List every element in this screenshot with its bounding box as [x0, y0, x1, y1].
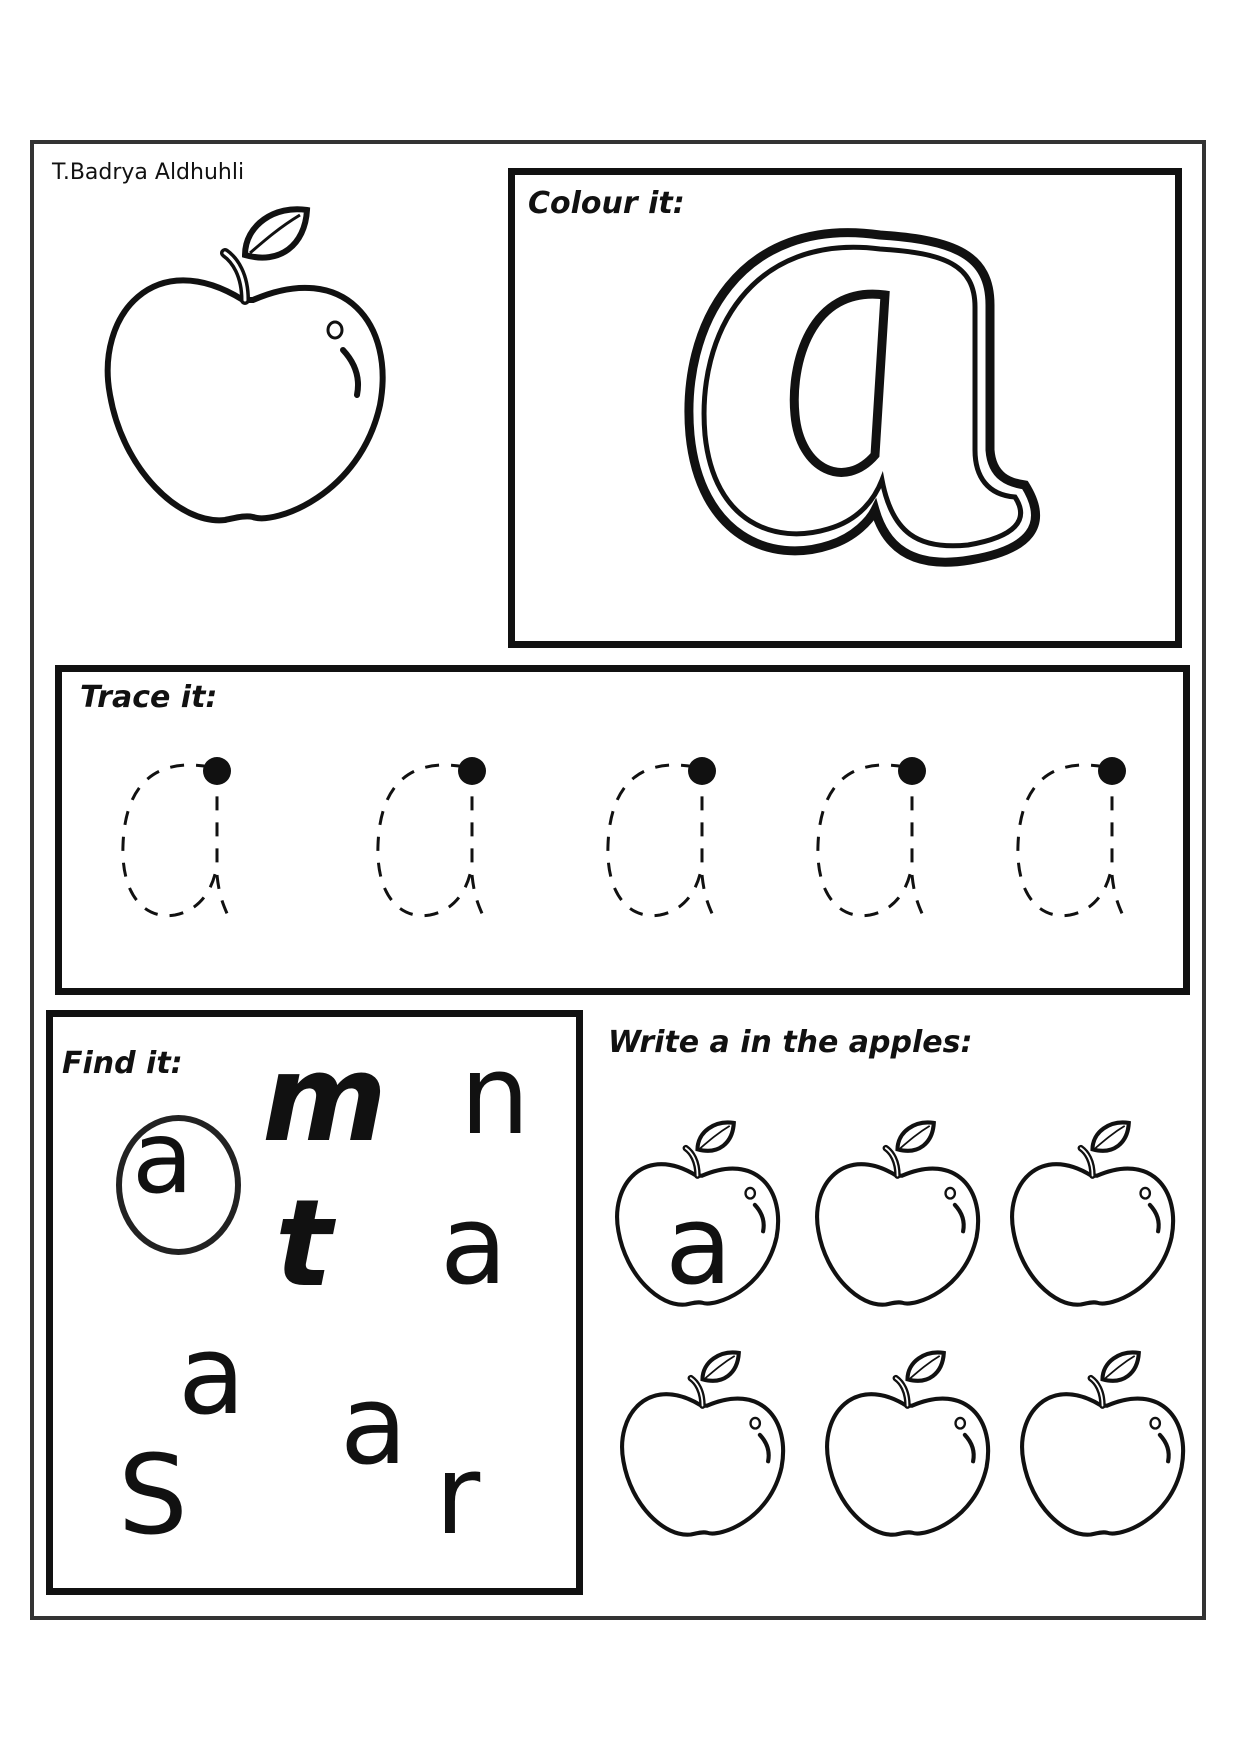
write-apple[interactable] [1000, 1120, 1185, 1325]
write-example-letter: a [665, 1181, 733, 1309]
trace-letter-a[interactable] [370, 755, 500, 925]
trace-letter-a[interactable] [810, 755, 940, 925]
write-apple[interactable] [815, 1350, 1000, 1555]
write-apple[interactable] [1010, 1350, 1195, 1555]
trace-start-dot [203, 757, 231, 785]
trace-letter-a[interactable] [115, 755, 245, 925]
trace-start-dot [1098, 757, 1126, 785]
trace-letter-a[interactable] [1010, 755, 1140, 925]
find-letter-a[interactable]: a [178, 1311, 246, 1439]
trace-it-heading: Trace it: [80, 680, 218, 715]
find-letter-t[interactable]: t [275, 1175, 333, 1314]
find-letter-a[interactable]: a [340, 1361, 408, 1489]
colour-letter-outline [670, 215, 1070, 595]
find-circle-mark [116, 1115, 241, 1255]
write-apple[interactable] [610, 1350, 795, 1555]
find-letter-m[interactable]: m [262, 1030, 388, 1169]
find-letter-a[interactable]: a [440, 1181, 508, 1309]
write-apple[interactable] [805, 1120, 990, 1325]
trace-letter-a[interactable] [600, 755, 730, 925]
author-name: T.Badrya Aldhuhli [52, 160, 245, 185]
trace-start-dot [898, 757, 926, 785]
find-letter-n[interactable]: n [460, 1031, 530, 1159]
find-letter-a-circled[interactable]: a [132, 1099, 194, 1216]
trace-start-dot [458, 757, 486, 785]
write-heading: Write a in the apples: [608, 1025, 973, 1060]
find-letter-r[interactable]: r [435, 1431, 481, 1559]
apple-icon [95, 205, 395, 555]
find-it-heading: Find it: [62, 1046, 183, 1081]
trace-start-dot [688, 757, 716, 785]
colour-it-heading: Colour it: [528, 186, 685, 221]
find-letter-s[interactable]: S [118, 1431, 188, 1559]
